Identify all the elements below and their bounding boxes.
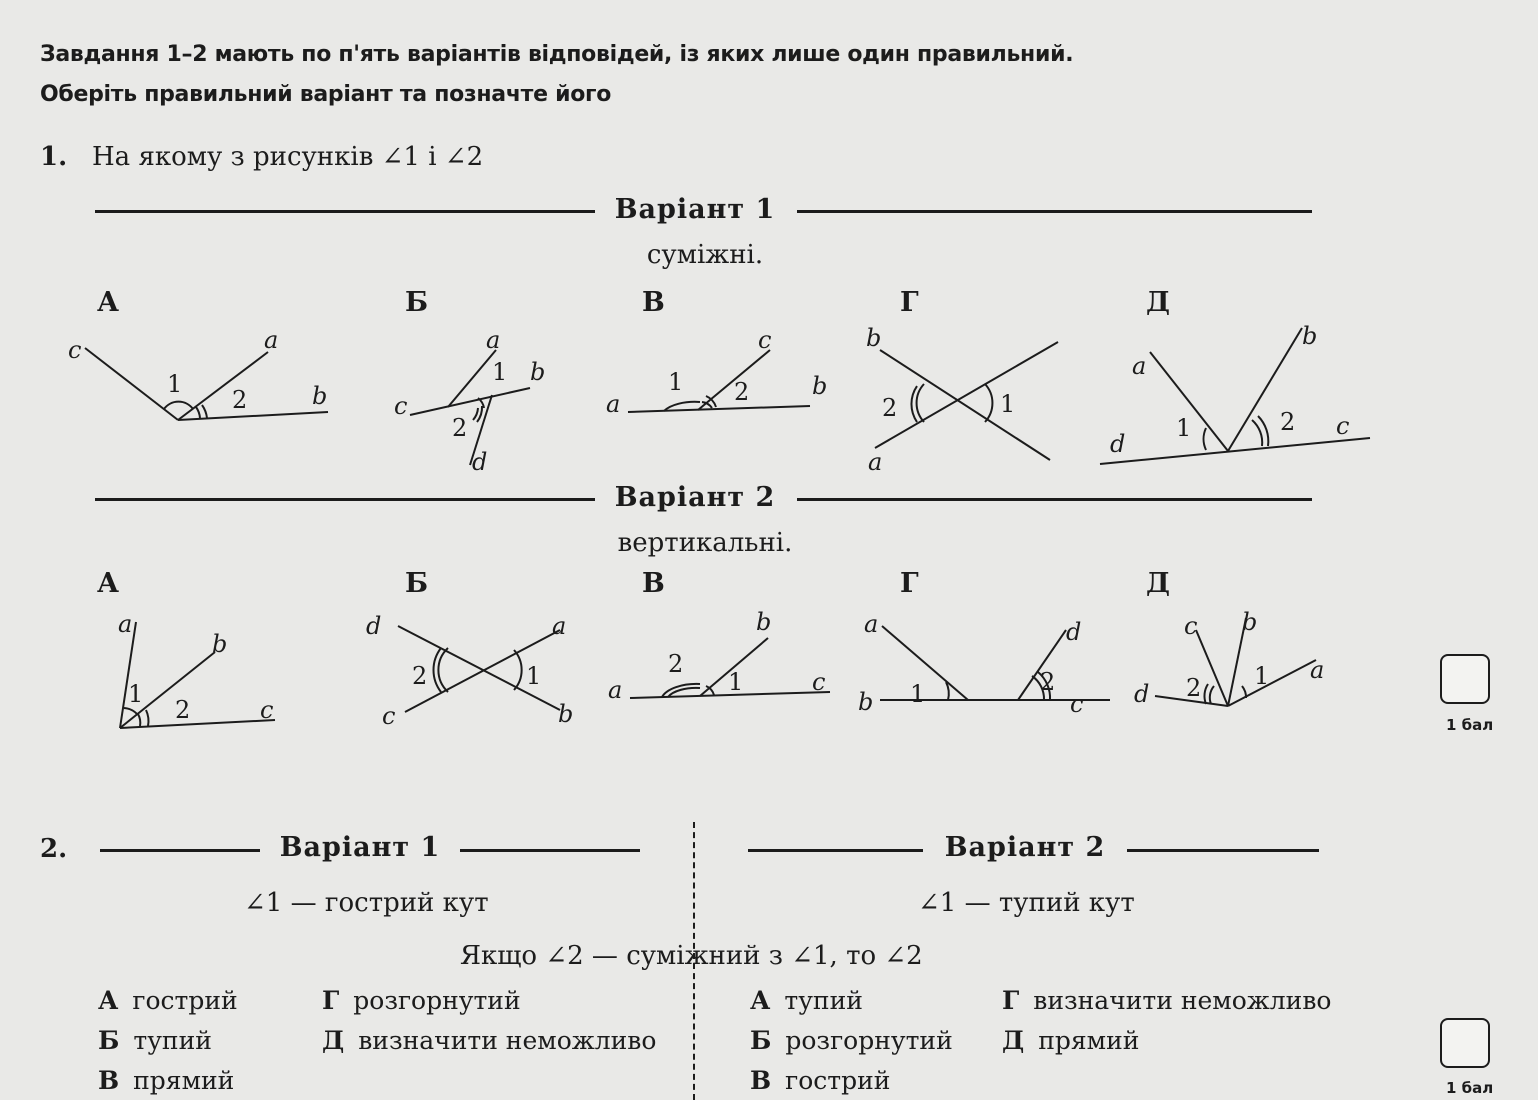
angle-label: 1 [526, 662, 542, 690]
ray-label: a [864, 610, 879, 638]
ray-label: d [1066, 618, 1082, 646]
ray-label: a [1132, 352, 1147, 380]
ray-label: c [758, 326, 772, 354]
q2-score: 1 бал [1446, 1079, 1494, 1097]
ray-label: c [812, 668, 826, 696]
divider-line [797, 498, 1312, 501]
instruction-line-1: Завдання 1–2 мають по п'ять варіантів відповідей, із яких лише один правильний. [40, 42, 1074, 67]
ray-label: b [212, 630, 228, 658]
angle-label: 1 [128, 680, 144, 708]
q1-v1-fig-v-letter[interactable]: В [642, 287, 665, 318]
angle-label: 1 [728, 668, 744, 696]
q1-number: 1. [40, 142, 68, 172]
divider-line [95, 210, 595, 213]
q1-v1-figure-b[interactable] [394, 326, 545, 476]
q2-v1-option-g[interactable]: Г розгорнутий [322, 986, 521, 1015]
ray-label: d [1134, 680, 1150, 708]
ray-label: d [366, 612, 382, 640]
q2-v2-option-b[interactable]: Б розгорнутий [750, 1026, 953, 1055]
angle-label: 2 [668, 650, 684, 678]
q1-v1-figure-v[interactable] [606, 326, 827, 418]
ray-label: b [558, 700, 574, 728]
ray-label: b [866, 324, 882, 352]
ray-label: c [382, 702, 396, 730]
ray-label: a [608, 676, 623, 704]
ray-label: c [394, 392, 408, 420]
angle-label: 2 [1040, 668, 1056, 696]
angle-label: 2 [232, 386, 248, 414]
divider-line [460, 849, 640, 852]
angle-label: 2 [1186, 674, 1202, 702]
angle-label: 1 [167, 370, 183, 398]
ray-label: c [260, 696, 274, 724]
angle-label: 1 [492, 358, 508, 386]
q1-v1-figures-drawing [0, 310, 1538, 490]
ray-label: b [858, 688, 874, 716]
ray-label: a [552, 612, 567, 640]
ray-label: a [264, 326, 279, 354]
q2-v2-title: Варіант 2 [944, 832, 1106, 863]
angle-label: 2 [452, 414, 468, 442]
q1-text: На якому з рисунків ∠1 і ∠2 [92, 142, 484, 172]
q1-v2-fig-b-letter[interactable]: Б [405, 568, 429, 599]
ray-label: c [1184, 612, 1198, 640]
q1-v2-fig-a-letter[interactable]: А [97, 568, 119, 599]
q1-v1-fig-b-letter[interactable]: Б [405, 287, 429, 318]
divider-line [797, 210, 1312, 213]
ray-label: c [68, 336, 82, 364]
q2-v2-option-g[interactable]: Г визначити неможливо [1002, 986, 1332, 1015]
q1-v1-subtitle: суміжні. [646, 240, 764, 270]
instruction-line-2: Оберіть правильний варіант та позначте його [40, 82, 612, 107]
ray-label: a [118, 610, 133, 638]
divider-line [100, 849, 260, 852]
ray-label: b [756, 608, 772, 636]
angle-label: 1 [1254, 662, 1270, 690]
q1-score: 1 бал [1446, 716, 1494, 734]
q1-v2-figures-drawing [0, 600, 1538, 740]
q1-v1-title: Варіант 1 [614, 194, 776, 225]
ray-label: b [1242, 608, 1258, 636]
q1-v1-figure-g[interactable] [866, 324, 1058, 476]
q2-question: Якщо ∠2 — суміжний з ∠1, то ∠2 [460, 941, 923, 971]
ray-label: c [1070, 690, 1084, 718]
q2-v1-option-b[interactable]: Б тупий [98, 1026, 212, 1055]
q1-v2-figure-g[interactable] [858, 610, 1110, 718]
angle-label: 2 [734, 378, 750, 406]
q2-v1-option-d[interactable]: Д визначити неможливо [322, 1026, 657, 1055]
q2-number: 2. [40, 834, 68, 864]
q1-v2-fig-g-letter[interactable]: Г [900, 568, 919, 599]
ray-label: d [1110, 430, 1126, 458]
q1-v2-fig-d-letter[interactable]: Д [1146, 568, 1171, 599]
q2-answer-box[interactable] [1440, 1018, 1490, 1068]
angle-label: 2 [1280, 408, 1296, 436]
q1-v1-figure-d[interactable] [1100, 322, 1370, 464]
angle-label: 2 [175, 696, 191, 724]
q1-v2-figure-a[interactable] [118, 610, 275, 728]
angle-label: 2 [412, 662, 428, 690]
q2-v1-condition: ∠1 — гострий кут [244, 888, 489, 918]
angle-label: 1 [1000, 390, 1016, 418]
q1-v2-title: Варіант 2 [614, 482, 776, 513]
angle-label: 1 [668, 368, 684, 396]
q2-v1-option-v[interactable]: В прямий [98, 1066, 235, 1095]
ray-label: b [812, 372, 828, 400]
ray-label: b [530, 358, 546, 386]
q1-v2-figure-v[interactable] [608, 608, 830, 704]
angle-label: 1 [1176, 414, 1192, 442]
q2-v2-option-v[interactable]: В гострий [750, 1066, 891, 1095]
ray-label: b [312, 382, 328, 410]
q2-v2-option-d[interactable]: Д прямий [1002, 1026, 1140, 1055]
q1-v2-subtitle: вертикальні. [617, 528, 793, 558]
ray-label: c [1336, 412, 1350, 440]
q1-v2-figure-d[interactable] [1134, 608, 1324, 708]
ray-label: a [606, 390, 621, 418]
divider-line [748, 849, 923, 852]
q1-v1-fig-d-letter[interactable]: Д [1146, 287, 1171, 318]
divider-line [95, 498, 595, 501]
ray-label: d [472, 448, 488, 476]
angle-label: 2 [882, 394, 898, 422]
ray-label: a [486, 326, 501, 354]
divider-line [1127, 849, 1319, 852]
q1-v1-fig-a-letter[interactable]: А [97, 287, 119, 318]
q1-v2-fig-v-letter[interactable]: В [642, 568, 665, 599]
q2-v1-title: Варіант 1 [279, 832, 441, 863]
q2-v1-option-a[interactable]: А гострий [98, 986, 238, 1015]
q1-answer-box[interactable] [1440, 654, 1490, 704]
angle-label: 1 [910, 680, 926, 708]
q1-v2-figure-b[interactable] [366, 612, 573, 730]
ray-label: b [1302, 322, 1318, 350]
q2-v2-condition: ∠1 — тупий кут [918, 888, 1135, 918]
q2-v2-option-a[interactable]: А тупий [750, 986, 863, 1015]
q1-v1-fig-g-letter[interactable]: Г [900, 287, 919, 318]
ray-label: a [868, 448, 883, 476]
ray-label: a [1310, 656, 1325, 684]
q1-v1-figure-a[interactable] [68, 326, 328, 420]
